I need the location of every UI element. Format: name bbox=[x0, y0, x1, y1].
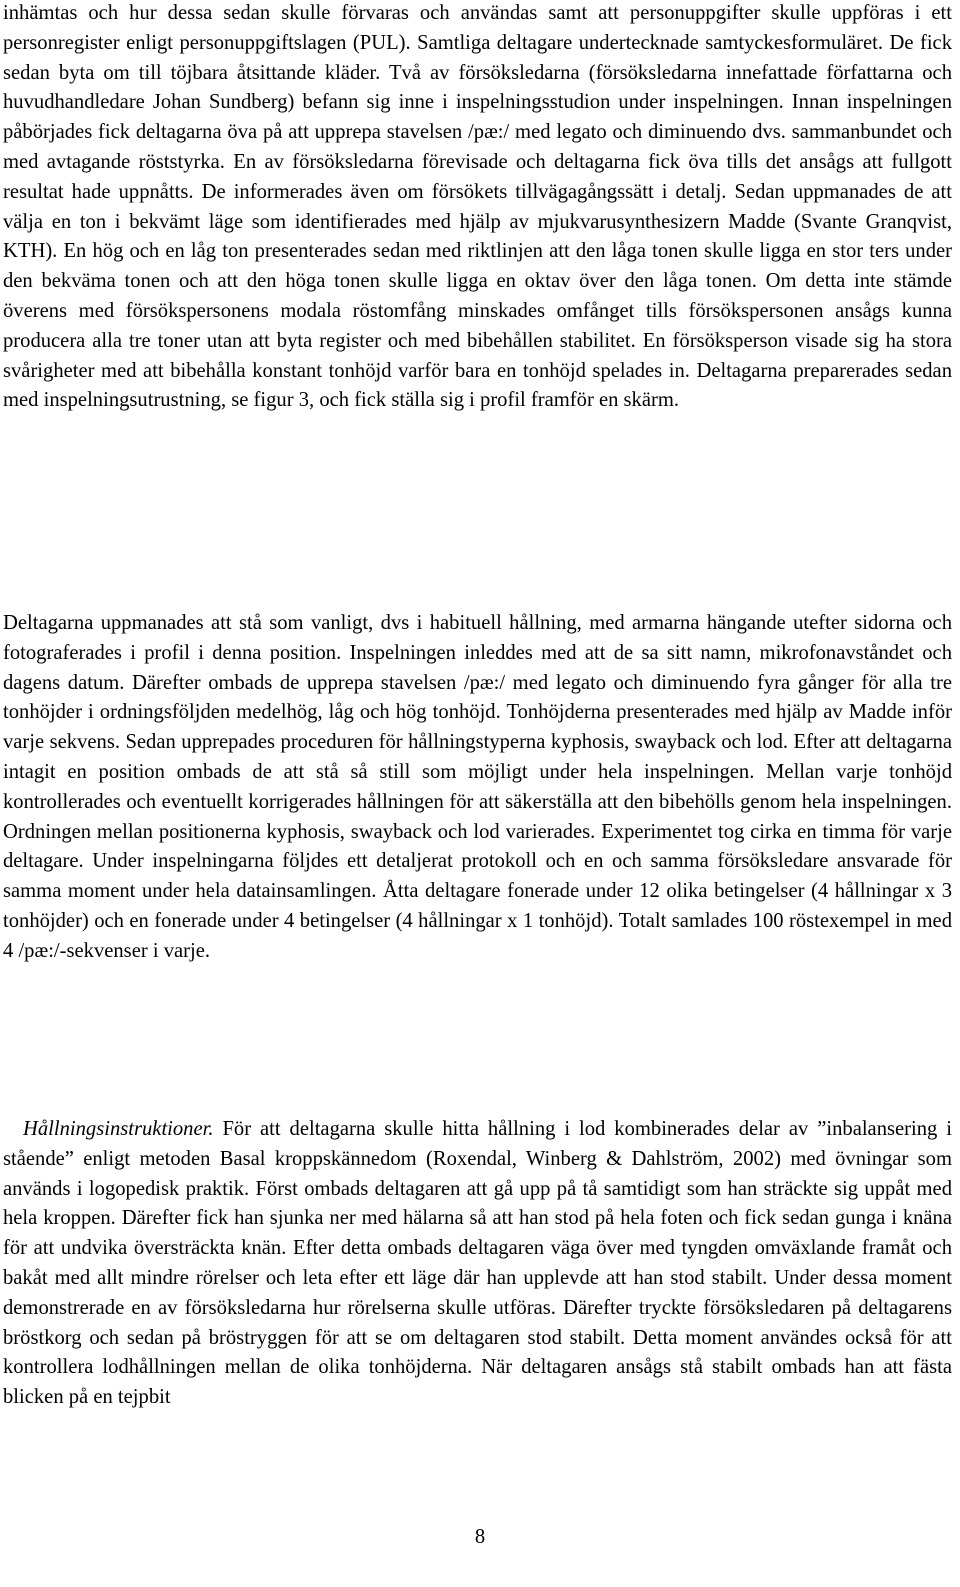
page-number: 8 bbox=[474, 1526, 486, 1548]
paragraph-posture-instructions bbox=[3, 1115, 952, 1413]
paragraph-posture-instructions-body: För att deltagarna skulle hitta hållning i lod kombinerades delar av ”inbalansering i stående” enligt metoden Basal kroppskännedom (Roxendal, Winberg & Dahlström, 2002) med övningar som används i logopedisk praktik. Först ombads deltagaren att gå upp på tå samtidigt som han sträckte sig uppåt med hela kroppen. Därefter fick han sjunka ner med hälarna så att han stod på hela foten och fick sedan gunga i knäna för att undvika översträckta knän. Efter detta ombads deltagaren väga över med tyngden omväxlande framåt och bakåt med allt mindre rörelser och leta efter ett läge där han upplevde att han stod stabilt. Under dessa moment demonstrerade en av försöksledarna hur rörelserna skulle utföras. Därefter tryckte försöksledaren på deltagarens bröstkorg och sedan på bröstryggen för att se om deltagaren stod stabilt. Detta moment användes också för att kontrollera lodhållningen mellan de olika tonhöjderna. När deltagaren ansågs stå stabilt ombads han att fästa blicken på en tejpbit bbox=[3, 1118, 952, 1409]
subheading-posture-instructions: Hållningsinstruktioner. bbox=[23, 1118, 214, 1140]
paragraph-procedure-intro: inhämtas och hur dessa sedan skulle förvaras och användas samt att personuppgifter skulle uppföras i ett personregister enligt personuppgiftslagen (PUL). Samtliga deltagare undertecknade samtyckesformuläret. De fick sedan byta om till töjbara åtsittande kläder. Två av försöksledarna (försöksledarna innefattade författarna och huvudhandledare Johan Sundberg) befann sig inne i inspelningsstudion under inspelningen. Innan inspelningen påbörjades fick deltagarna öva på att upprepa stavelsen /pæ:/ med legato och diminuendo dvs. sammanbundet och med avtagande röststyrka. En av försöksledarna förevisade och deltagarna fick öva tills det ansågs att fullgott resultat hade uppnåtts. De informerades även om försökets tillvägagångssätt i detalj. Sedan uppmanades de att välja en ton i bekvämt läge som identifierades med hjälp av mjukvarusynthesizern Madde (Svante Granqvist, KTH). En hög och en låg ton presenterades sedan med riktlinjen att den låga tonen skulle ligga en stor ters under den bekväma tonen och att den höga tonen skulle ligga en oktav över den låga tonen. Om detta inte stämde överens med försökspersonens modala röstomfång minskades omfånget tills försökspersonen ansågs kunna producera alla tre toner utan att byta register och med bibehållen stabilitet. En försöksperson visade sig ha stora svårigheter med att bibehålla konstant tonhöjd varför bara en tonhöjd spelades in. Deltagarna preparerades sedan med inspelningsutrustning, se figur 3, och fick ställa sig i profil framför en skärm. bbox=[3, 2, 952, 412]
paragraph-recording-procedure: Deltagarna uppmanades att stå som vanligt, dvs i habituell hållning, med armarna hängande utefter sidorna och fotograferades i profil i denna position. Inspelningen inleddes med att de sa sitt namn, mikrofonavståndet och dagens datum. Därefter ombads de upprepa stavelsen /pæ:/ med legato och diminuendo fyra gånger för alla tre tonhöjder i ordningsföljden medelhög, låg och hög tonhöjd. Tonhöjderna presenterades med hjälp av Madde inför varje sekvens. Sedan upprepades proceduren för hållningstyperna kyphosis, swayback och lod. Efter att deltagarna intagit en position ombads de att stå så still som möjligt under hela inspelningen. Mellan varje tonhöjd kontrollerades och eventuellt korrigerades hållningen för att säkerställa att den bibehölls genom hela inspelningen. Ordningen mellan positionerna kyphosis, swayback och lod varierades. Experimentet tog cirka en timma för varje deltagare. Under inspelningarna följdes ett detaljerat protokoll och en och samma försöksledare ansvarade för samma moment under hela datainsamlingen. Åtta deltagare fonerade under 12 olika betingelser (4 hållningar x 3 tonhöjder) och en fonerade under 4 betingelser (4 hållningar x 1 tonhöjd). Totalt samlades 100 röstexempel in med 4 /pæ:/-sekvenser i varje. bbox=[3, 612, 952, 962]
